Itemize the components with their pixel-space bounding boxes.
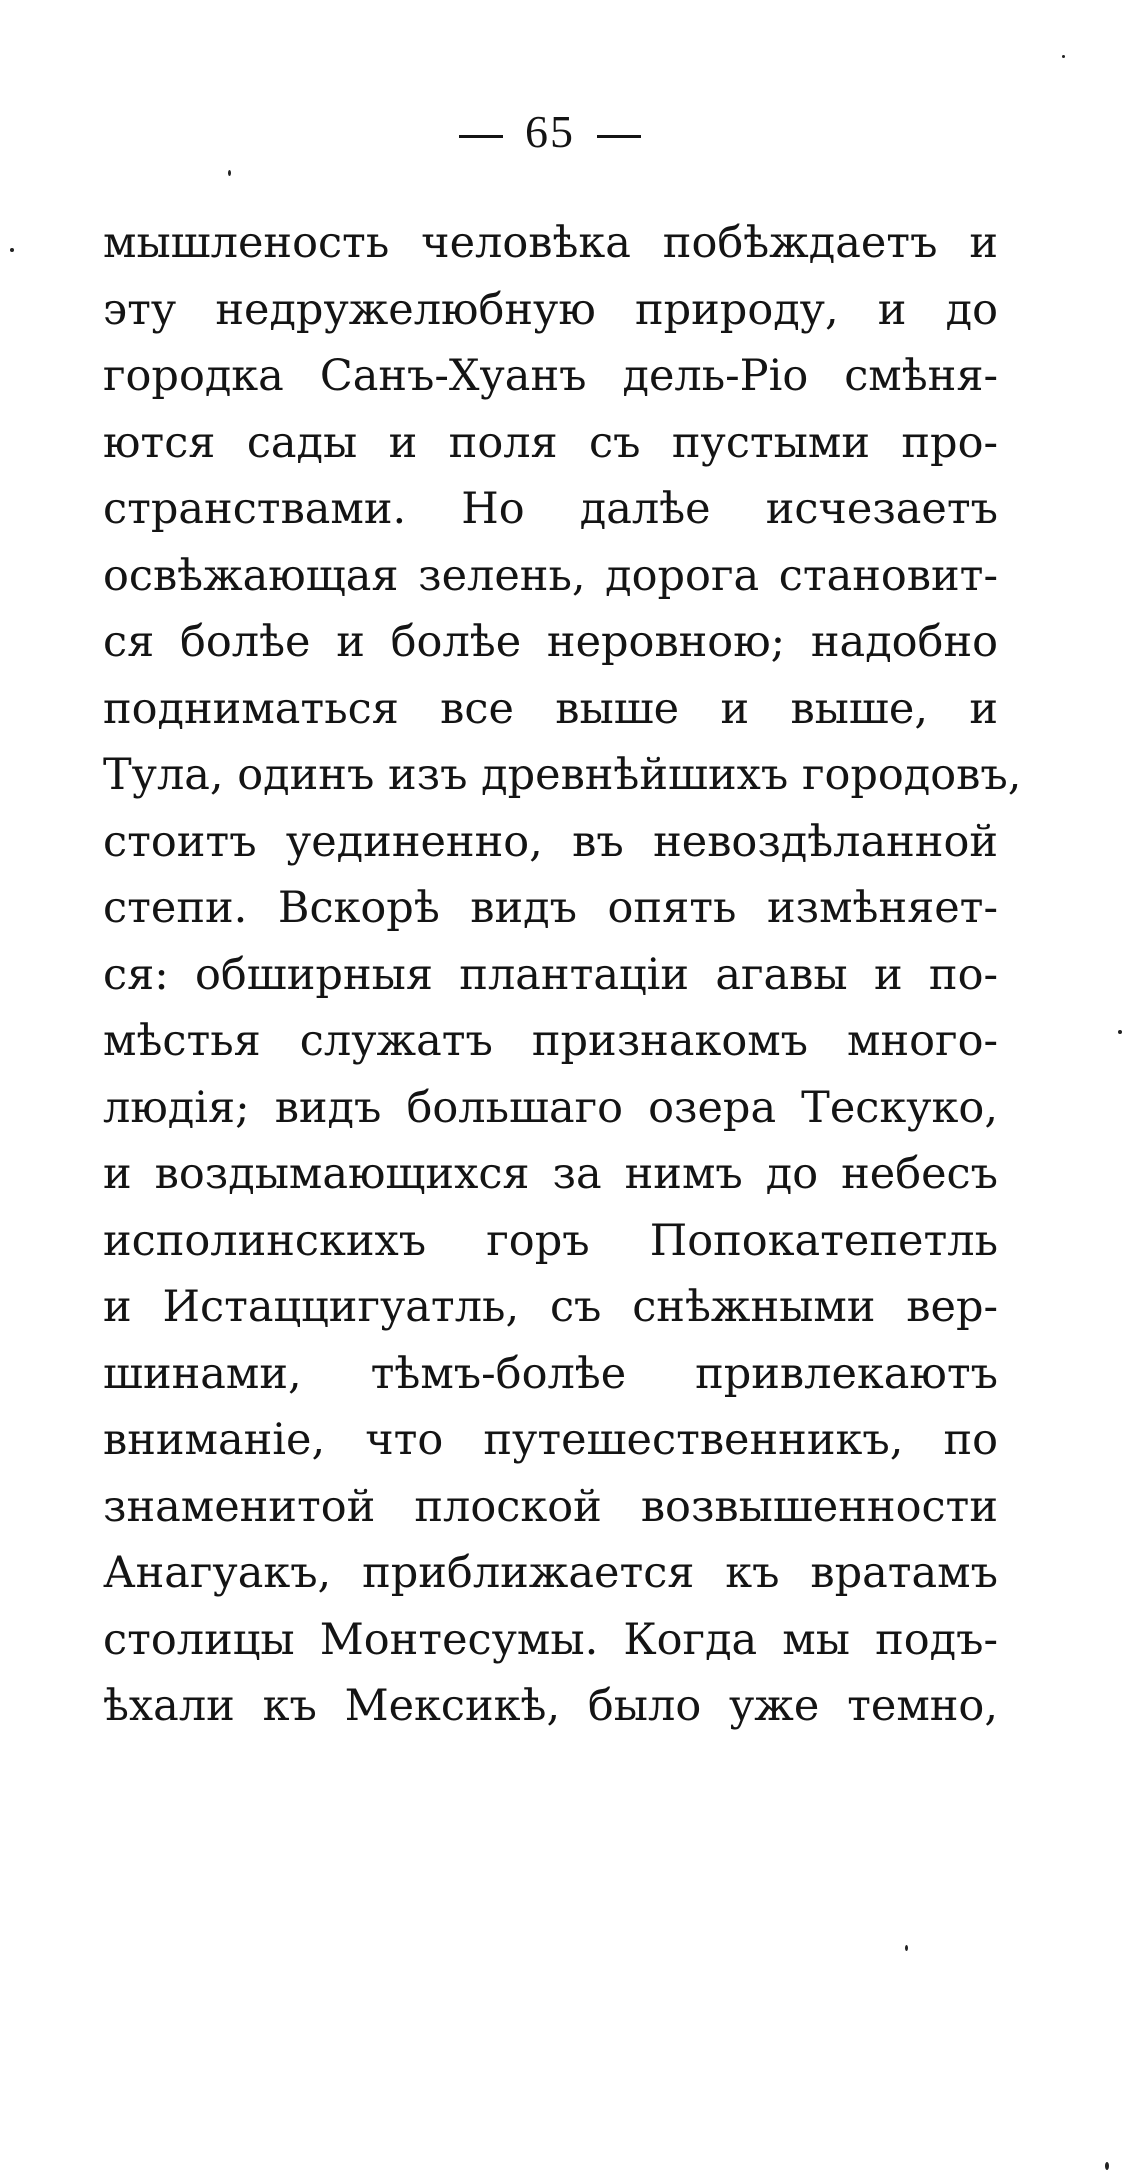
text-line: ся: обширныя плантаціи агавы и по- [103, 949, 998, 1000]
text-line: исполинскихъ горъ Попокатепетль [103, 1215, 998, 1266]
body-text [103, 210, 1022, 1740]
text-line: освѣжающая зелень, дорога становит- [103, 550, 998, 601]
text-line: мышленость человѣка побѣждаетъ и [103, 218, 998, 268]
text-line: степи. Вскорѣ видъ опять измѣняет- [103, 883, 998, 933]
text-line: Тула, одинъ изъ древнѣйшихъ городовъ, [103, 750, 1022, 800]
left-dash-ornament [459, 135, 503, 138]
page-number-header [0, 105, 1100, 158]
text-line: знаменитой плоской возвышенности [103, 1481, 998, 1532]
text-line: шинами, тѣмъ-болѣе привлекаютъ [103, 1348, 998, 1399]
scan-speck [1062, 55, 1065, 58]
scan-speck [905, 1945, 908, 1951]
right-dash-ornament [597, 135, 641, 138]
text-line: столицы Монтесумы. Когда мы подъ- [103, 1614, 998, 1665]
scan-speck [1105, 2162, 1109, 2170]
scan-speck [10, 248, 14, 252]
text-line: вниманіе, что путешественникъ, по [103, 1415, 998, 1465]
text-line: городка Санъ-Хуанъ дель-Ріо смѣня- [103, 351, 998, 401]
text-line: стоитъ уединенно, въ невоздѣланной [103, 816, 998, 867]
text-line: ѣхали къ Мексикѣ, было уже темно, [103, 1681, 998, 1731]
page-number: 65 [525, 106, 575, 157]
text-line: странствами. Но далѣе исчезаетъ [103, 484, 998, 534]
scan-speck [228, 170, 231, 176]
text-line: и Истаццигуатль, съ снѣжными вер- [103, 1282, 998, 1332]
text-line: людія; видъ большаго озера Тескуко, [103, 1082, 998, 1133]
text-line: подниматься все выше и выше, и [103, 683, 998, 734]
text-line: эту недружелюбную природу, и до [103, 284, 998, 335]
text-line: Анагуакъ, приближается къ вратамъ [103, 1548, 998, 1598]
text-line: ся болѣе и болѣе неровною; надобно [103, 617, 998, 667]
text-line: ются сады и поля съ пустыми про- [103, 417, 998, 468]
scan-speck [1118, 1030, 1122, 1034]
text-line: мѣстья служатъ признакомъ много- [103, 1016, 998, 1066]
text-line: и воздымающихся за нимъ до небесъ [103, 1149, 998, 1199]
